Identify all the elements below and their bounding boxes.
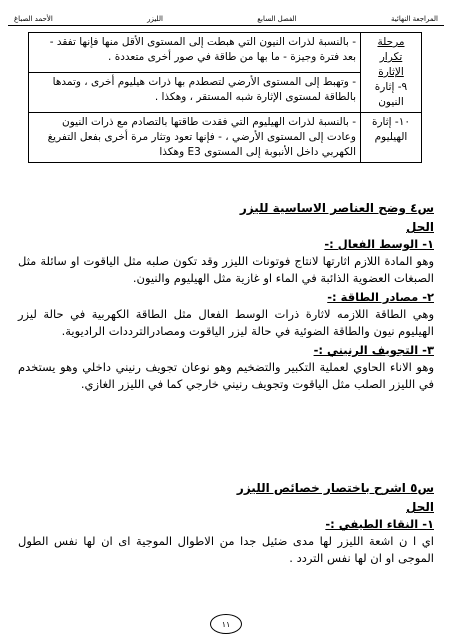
stage-label-line: ٩- إثارة — [374, 81, 408, 93]
stage-label-cell — [361, 33, 422, 113]
element-title: ٣- التجويف الرنيني :- — [313, 343, 434, 357]
stage-label-line: الهيليوم — [374, 131, 408, 143]
stage-label-cell — [361, 113, 422, 163]
solution-label: الحل — [406, 220, 434, 234]
element-title: ١- الوسط الفعال :- — [324, 237, 434, 251]
element-text: وهي الطاقة اللازمه لاثارة ذرات الوسط الفعال مثل الطاقة الكهربية في حالة ليزر الهيليوم نيون والطاقة الضوئية في حالة ليزر الياقوت ومصادرالترددات الراديوية. — [18, 307, 434, 338]
stage-label-line: ١٠- إثارة — [371, 116, 411, 128]
stage-text-cell — [29, 113, 361, 163]
question-4-title: س٤ وضح العناصر الاساسية لليزر — [239, 201, 434, 215]
element-title: ٢- مصادر الطاقة :- — [327, 290, 434, 304]
stage-text-cell — [29, 33, 361, 73]
stage-label-line: الإثارة — [378, 66, 404, 78]
header-review-title: المراجعة النهائية — [391, 15, 438, 23]
solution-label: الحل — [406, 500, 434, 514]
stage-label-line: النيون — [378, 96, 404, 108]
question-5-section — [18, 480, 434, 567]
element-text: وهو الاناء الحاوي لعملية التكبير والتضخيم وهو نوعان تجويف رنيني داخلي وهو يستخدم في الليزر الصلب مثل الياقوت وتجويف رنيني خارجي كما في الليزر الغازي. — [18, 360, 434, 391]
stage-text-cell — [29, 73, 361, 113]
page-number: ١١ — [210, 614, 242, 634]
stage-text: - وتهبط إلى المستوى الأرضي لتصطدم بها ذرات هيليوم أخرى ، وتمدها بالطاقة لمستوى الإثارة شبه المستقر ، وهكذا . — [52, 76, 356, 103]
header-subject: الليزر — [147, 15, 163, 23]
question-5-title: س٥ اشرح باختصار خصائص الليزر — [236, 481, 434, 495]
property-text: اي ا ن اشعة الليزر لها مدى ضئيل جدا من الاطوال الموجية اى ان لها نفس الطول الموجى او ان لها نفس التردد . — [18, 534, 434, 565]
page-header — [8, 10, 444, 26]
question-4-section — [18, 200, 434, 393]
property-title: ١- النقاء الطيفي :- — [325, 517, 434, 531]
stages-table — [28, 32, 422, 163]
table-row — [29, 33, 422, 73]
stage-label-line: مرحلة تكرار — [377, 36, 405, 63]
table-row — [29, 113, 422, 163]
header-author: الأحمد الصباغ — [14, 15, 53, 23]
element-text: وهو المادة اللازم اثارتها لانتاج فوتونات الليزر وقد تكون صلبه مثل الياقوت او سائلة مثل الصبغات العضوية الذائبة في الماء او غازية مثل الهيليوم والنيون. — [18, 254, 434, 285]
header-chapter: الفصل السابع — [257, 15, 297, 23]
stage-text: - بالنسبة لذرات الهيليوم التي فقدت طاقتها بالتصادم مع ذرات النيون وعادت إلى المستوى الأرضي ، - فإنها تعود وتثار مرة أخرى بفعل التفريغ الكهربي داخل الأنبوبة إلى المستوى E3 وهكذا — [47, 116, 356, 158]
stage-text: - بالنسبة لذرات النيون التي هبطت إلى المستوى الأقل منها فإنها تفقد - بعد فترة وجيزة - ما بها من طاقة في صور أخرى متعددة . — [49, 36, 356, 63]
